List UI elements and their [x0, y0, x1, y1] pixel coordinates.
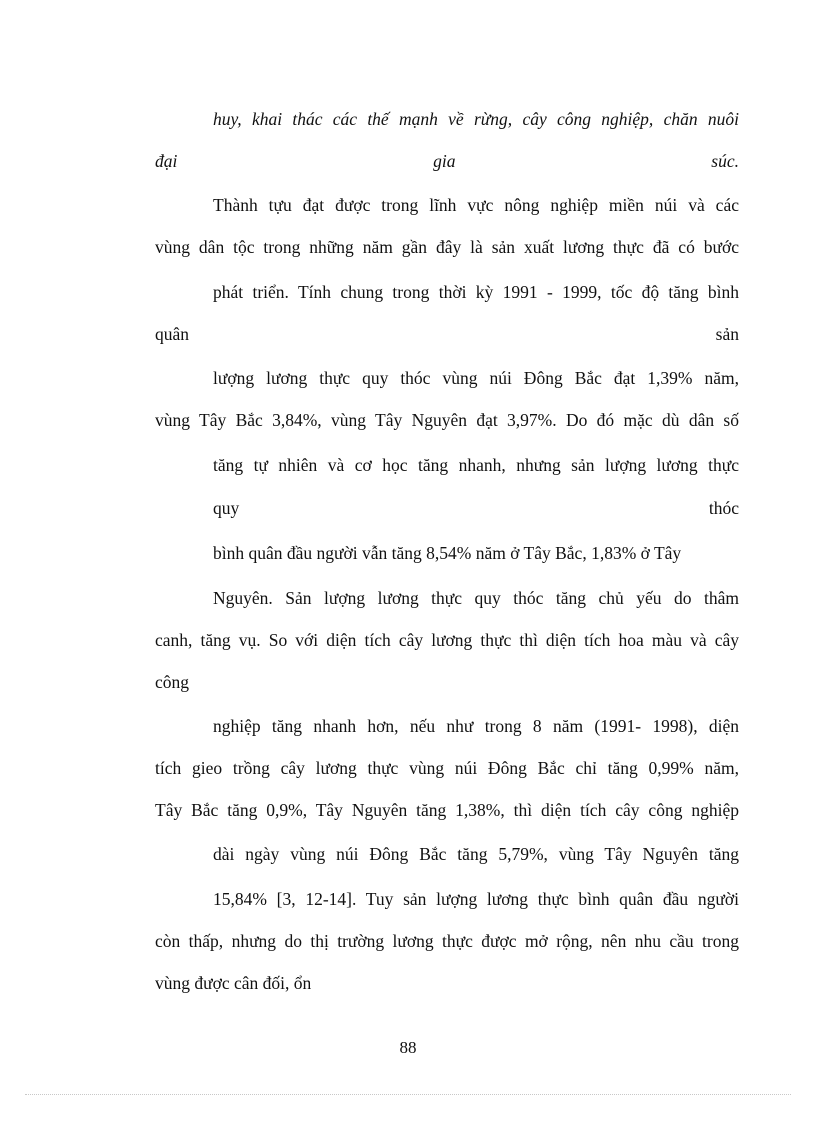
text-line-5: phát triển. Tính chung trong thời kỳ 1991 - 1999, tốc độ tăng bình: [213, 282, 739, 302]
text-line-19: 15,84% [3, 12-14]. Tuy sản lượng lương thực bình quân đầu người: [213, 889, 739, 909]
text-line-21: vùng được cân đối, ổn: [155, 973, 312, 993]
text-line-15: nghiệp tăng nhanh hơn, nếu như trong 8 năm (1991- 1998), diện: [213, 716, 739, 736]
text-line-20: còn thấp, nhưng do thị trường lương thực được mở rộng, nên nhu cầu trong: [155, 931, 739, 951]
page-number: 88: [399, 1038, 417, 1057]
text-line-6: quân sản: [155, 324, 739, 344]
text-line-10: quy thóc: [213, 498, 739, 518]
page-bottom-rule: [25, 1094, 791, 1095]
text-line-2: đại gia súc.: [155, 151, 739, 171]
text-line-1: huy, khai thác các thế mạnh về rừng, cây công nghiệp, chăn nuôi: [213, 109, 739, 129]
text-line-11: bình quân đầu người vẫn tăng 8,54% năm ở Tây Bắc, 1,83% ở Tây: [213, 543, 682, 563]
text-line-7: lượng lương thực quy thóc vùng núi Đông Bắc đạt 1,39% năm,: [213, 368, 739, 388]
text-line-14: công: [155, 672, 190, 692]
text-line-9: tăng tự nhiên và cơ học tăng nhanh, nhưng sản lượng lương thực: [213, 455, 739, 475]
text-line-17: Tây Bắc tăng 0,9%, Tây Nguyên tăng 1,38%, thì diện tích cây công nghiệp: [155, 800, 739, 820]
text-line-16: tích gieo trồng cây lương thực vùng núi Đông Bắc chỉ tăng 0,99% năm,: [155, 758, 739, 778]
text-line-8: vùng Tây Bắc 3,84%, vùng Tây Nguyên đạt 3,97%. Do đó mặc dù dân số: [155, 410, 739, 430]
text-line-18: dài ngày vùng núi Đông Bắc tăng 5,79%, vùng Tây Nguyên tăng: [213, 844, 739, 864]
text-line-13: canh, tăng vụ. So với diện tích cây lương thực thì diện tích hoa màu và cây: [155, 630, 739, 650]
text-line-12: Nguyên. Sản lượng lương thực quy thóc tăng chủ yếu do thâm: [213, 588, 739, 608]
text-line-4: vùng dân tộc trong những năm gần đây là sản xuất lương thực đã có bước: [155, 237, 739, 257]
text-line-3: Thành tựu đạt được trong lĩnh vực nông nghiệp miền núi và các: [213, 195, 739, 215]
